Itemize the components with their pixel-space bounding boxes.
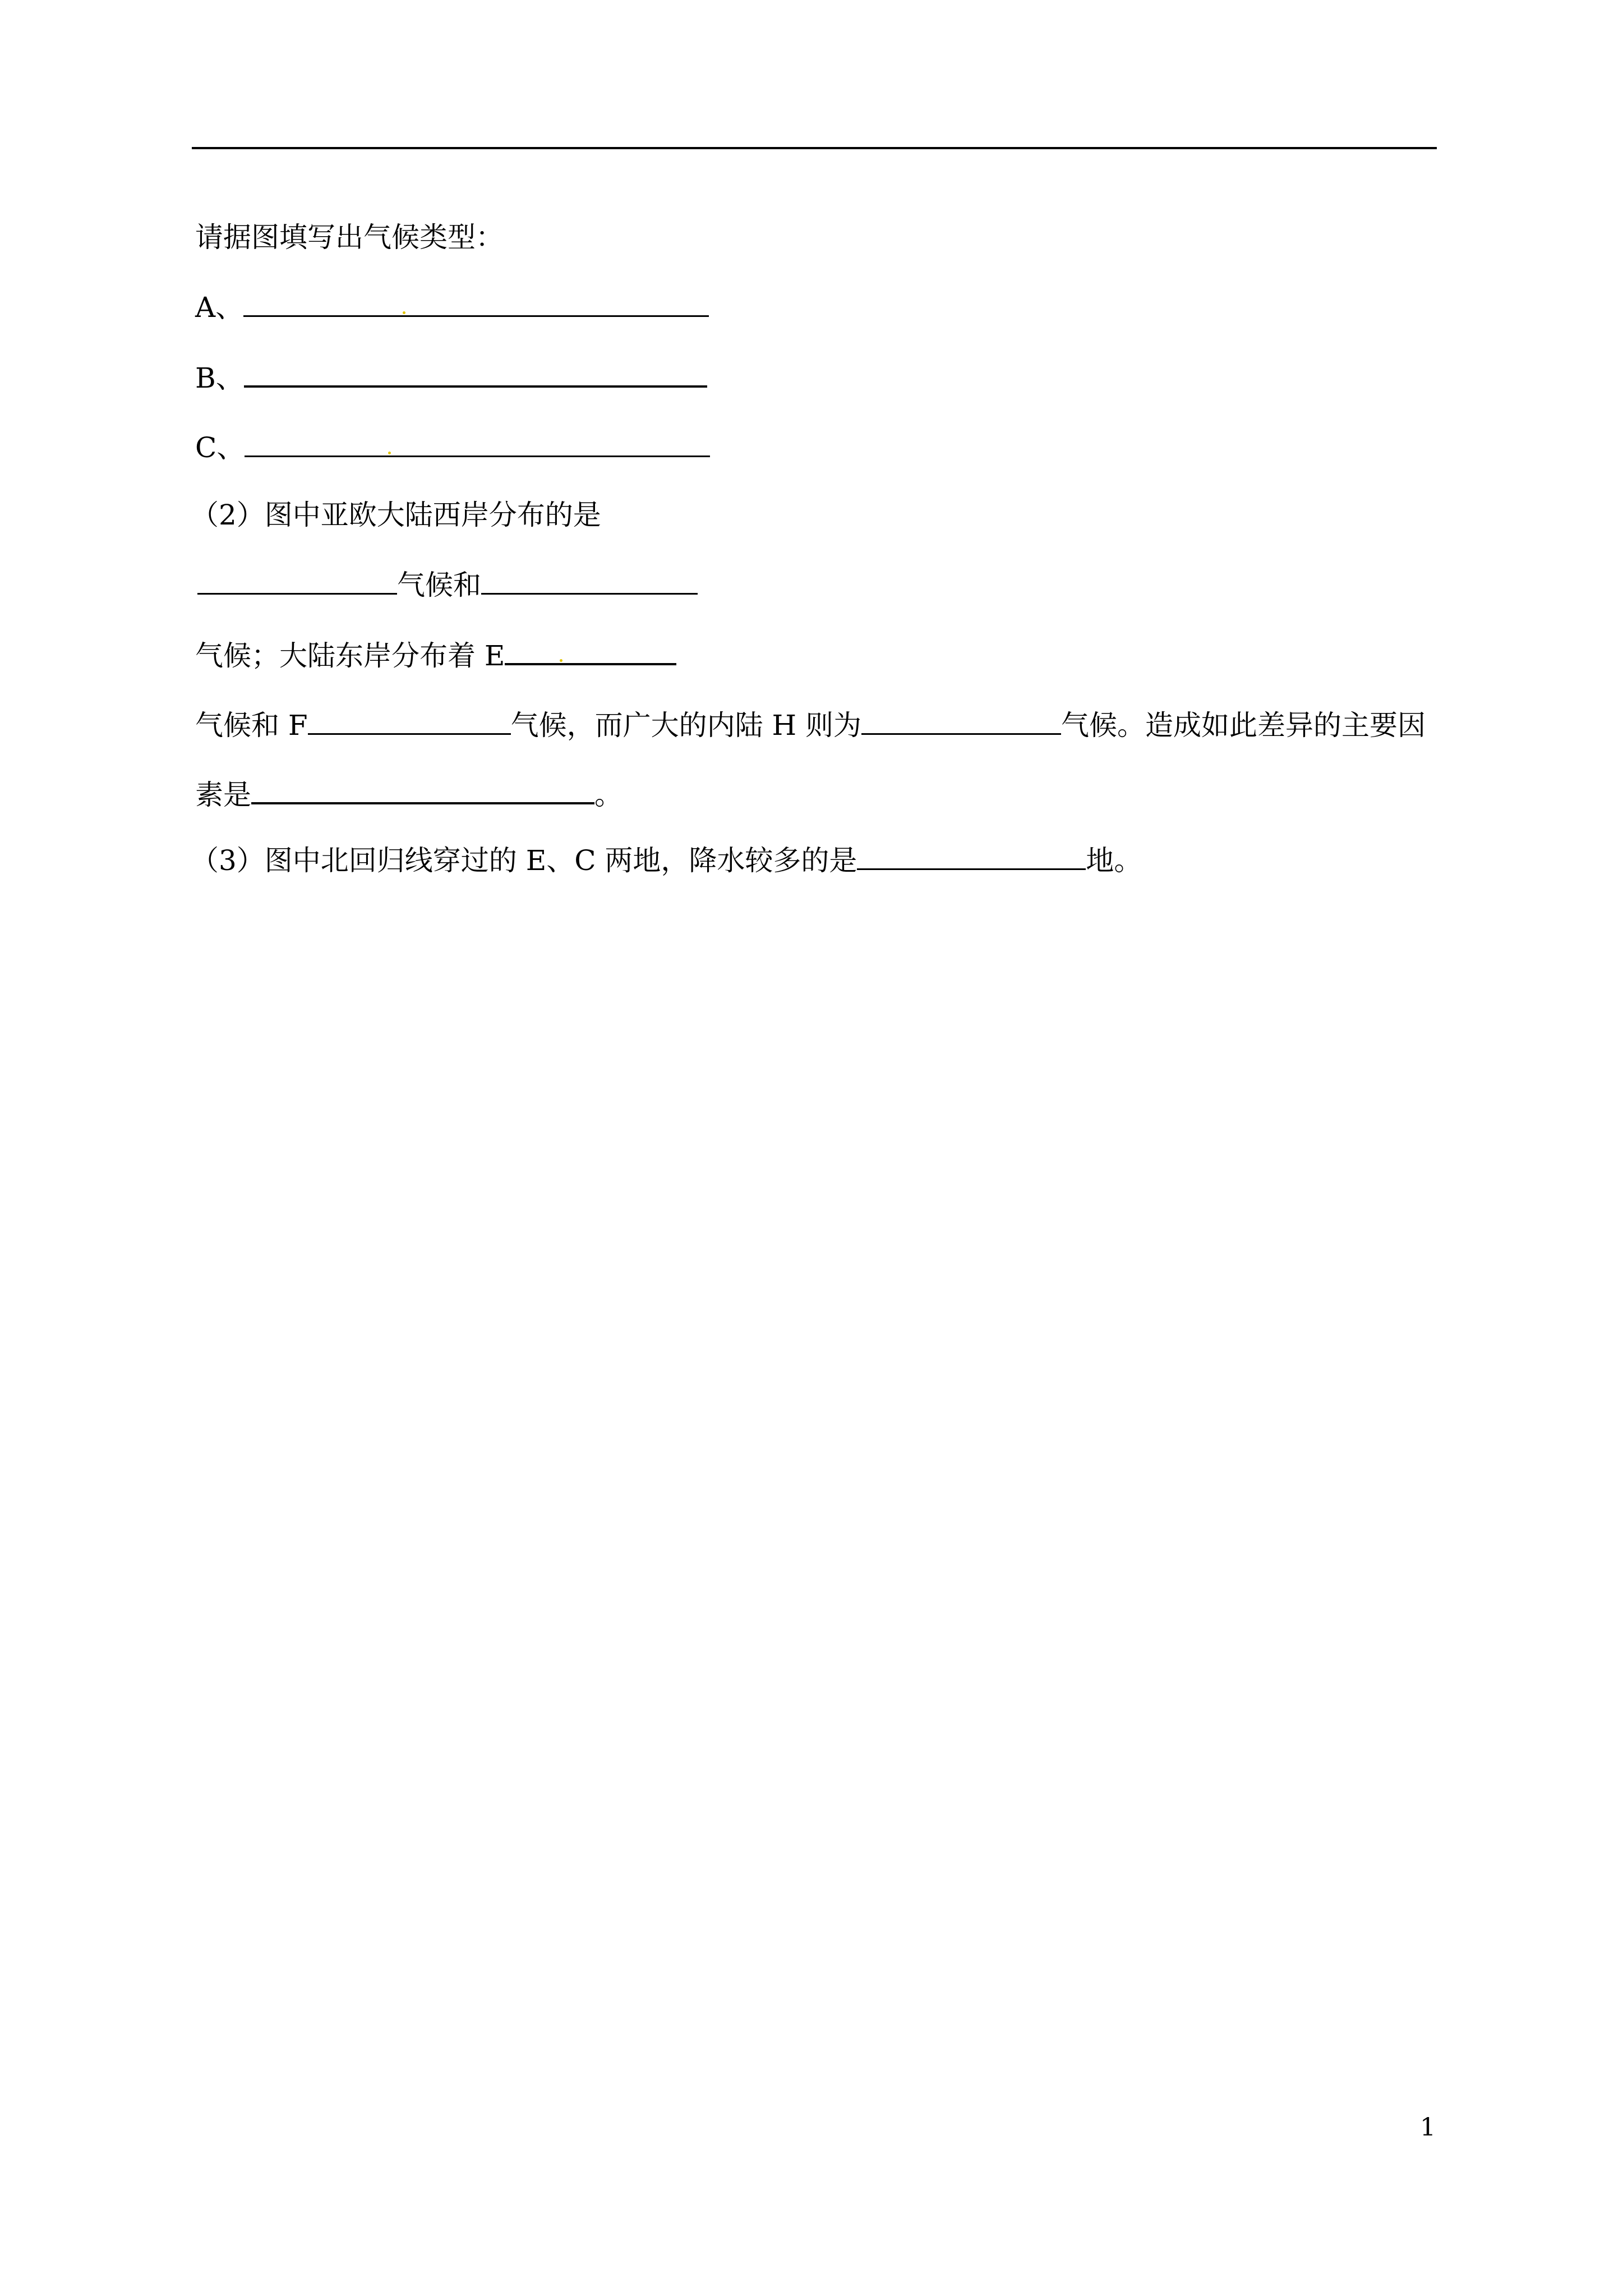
west-coast-climate-blank-2[interactable] [481, 568, 698, 595]
factor-label: 素是 [195, 779, 251, 811]
yellow-dot-mark [403, 311, 405, 314]
page-number: 1 [1420, 2113, 1436, 2142]
item-a-answer-blank[interactable] [243, 291, 709, 317]
climate-and-text: 气候和 [397, 569, 481, 601]
item-c-answer-blank[interactable] [245, 431, 710, 457]
inland-h-text: 气候，而广大的内陆 H 则为 [510, 709, 861, 742]
item-b-answer-blank[interactable] [244, 361, 707, 388]
item-b-label: B、 [195, 362, 244, 394]
cause-lead-text: 气候。造成如此差异的主要因 [1061, 709, 1426, 742]
west-coast-climate-blank-1[interactable] [197, 568, 397, 595]
east-coast-e-blank[interactable] [505, 638, 676, 665]
place-suffix-text: 地。 [1086, 844, 1142, 877]
east-coast-f-blank[interactable] [308, 708, 511, 735]
question-3-text: （3）图中北回归线穿过的 E、C 两地，降水较多的是 [191, 844, 857, 877]
item-b [195, 361, 707, 395]
item-a [195, 291, 709, 324]
question-2-line-3 [195, 638, 676, 673]
question-2-lead: （2）图中亚欧大陆西岸分布的是 [191, 499, 601, 531]
yellow-dot-mark [388, 452, 391, 454]
instruction-text: 请据图填写出气候类型： [195, 221, 504, 254]
more-rainfall-blank[interactable] [857, 844, 1086, 870]
item-c-label: C、 [195, 431, 245, 464]
question-2-line-5 [195, 777, 623, 812]
inland-h-blank[interactable] [861, 708, 1061, 735]
item-a-label: A、 [195, 291, 244, 324]
question-3-line [191, 844, 1142, 877]
header-rule [192, 147, 1437, 149]
east-coast-text: 气候；大陆东岸分布着 E [195, 639, 505, 672]
climate-and-f-text: 气候和 F [195, 709, 308, 742]
item-c [195, 431, 710, 464]
main-factor-blank[interactable] [251, 777, 594, 804]
yellow-dot-mark [560, 659, 562, 662]
period-text: 。 [594, 779, 623, 811]
question-2-line-4 [195, 708, 1426, 742]
question-2-line-2 [197, 568, 698, 602]
